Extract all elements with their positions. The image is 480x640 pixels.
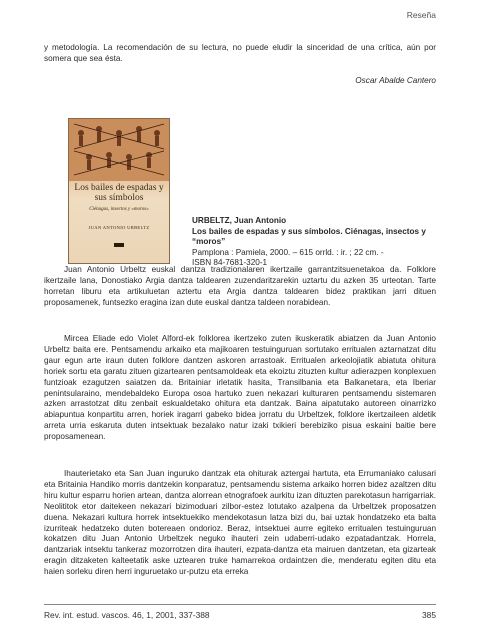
bib-imprint: Pamplona : Pamiela, 2000. – 615 orrld. : ir. ; 22 cm. -: [192, 247, 384, 257]
footer-divider: [44, 604, 436, 605]
bibliographic-entry: [192, 216, 438, 269]
cover-title: Los bailes de espadas y sus símbolos: [74, 183, 164, 203]
footer-citation: Rev. int. estud. vascos. 46, 1, 2001, 337-388: [44, 610, 210, 620]
body-paragraph: Juan Antonio Urbeltz euskal dantza tradizionalaren ikertzaile garrantzitsuenetakoa da. Folklore ikertzaile lana, Donostiako Argia dantza taldearen zuzendaritzarekin uztartu du azken 35 urteotan. Tarte horretan liburu eta artikuluetan aztertu eta Argia dantza taldearen bidez praktikan jarri dituen proposamenek, funtsezko eragina izan dute euskal dantza taldeen norabidean.: [44, 265, 436, 307]
bib-author: URBELTZ, Juan Antonio: [192, 216, 287, 225]
cover-illustration: [69, 119, 169, 181]
cover-subtitle: Ciénagas, insectos y «moros»: [89, 207, 149, 212]
cover-author: JUAN ANTONIO URBELTZ: [88, 225, 150, 230]
bib-title: Los bailes de espadas y sus símbolos. Ciénagas, insectos y “moros”: [192, 226, 426, 246]
body-paragraph: Ihauterietako eta San Juan inguruko dantzak eta ohiturak aztergai hartuta, eta Errumaniako calusari eta Britainia Handiko morris dantzekin konparatuz, pentsamendu sistema arkaiko horren bidez azaltzen ditu hiru kultur esparru horien artean, dantza alorrean etnografoek aurkitu izan dituzten parekotasun harrigarriak. Neolititok etor daitekeen nekazari bizimoduari zilbor-estez lotutako azalpena da Urbeltzek proposatzen duena. Nekazari kultura horrek intsektuekiko mendekotasun latza bizi du, bai uztak hondatzeko eta balta izurriteak hedatzeko duten botereaen ondorioz. Beraz, intsektuei aurre egiteko erritualen testuinguruan kokatzen ditu Juan Antonio Urbeltzek neguko ihauteri zein udaberri-udako ezpatadantzak. Horrela, dantzariak intsektu tankeraz mozorrotzen dira ihauteri, ezpata-dantza eta mairuen dantzetan, eta gizarteak eragin ditzaketen kalteetatik aske uztearen truke hamarrekoa ordaintzen die, menderatu egiten ditu eta haien sorleku diren herri inguruetako ur-putzu eta erreka: [44, 469, 436, 577]
page-number: 385: [422, 610, 436, 620]
reviewer-signature: Oscar Abalde Cantero: [355, 76, 436, 85]
previous-review-closing: y metodología. La recomendación de su lectura, no puede eludir la sinceridad de una crítica, aún por somera que sea ésta.: [44, 43, 436, 63]
publisher-logo-icon: [113, 241, 125, 249]
book-cover: [68, 118, 170, 264]
bib-isbn: ISBN 84-7681-320-1: [192, 258, 268, 267]
running-head: Reseña: [406, 10, 436, 20]
body-paragraph: Mircea Eliade edo Violet Alford-ek folklorea ikertzeko zuten ikuskeratik abiatzen da Juan Antonio Urbeltz baita ere. Pentsamendu arkaiko eta majikoaren testuinguruan sortutako erritualen aztarnatzat ditu gaur egun arte iraun duten folklore dantzen askoren arrastoak. Erritualen arkeolojiatik abiatuta ohitura horiek sortu eta garatu zituen gizartearen pentsamoldeak eta ekoiztu zituzten kultur adierazpen konplexuen funtzioak ezagutzen saiatzen da. Britainiar irletatik hasita, Transilbania eta Balkanetara, eta Iberiar penintsularaino, mendebaldeko Europa osoa hartuko zuen nekazari kulturaren pentsamendu sistemaren azken arrastotzat ditu zenbait eskualdetako ohitura eta dantzak. Baina aipatutako autoreen oinarrizko abiapuntua konpartitu arren, horiek iragarri gabeko bidea jorratu du Urbeltzek, folklore ikertzaileen aldetik arreta urria eskaruta duten intsektuak bezalako natur izaki txikieri berebiziko pisua eskaini baitie bere proposamenean.: [44, 334, 436, 442]
